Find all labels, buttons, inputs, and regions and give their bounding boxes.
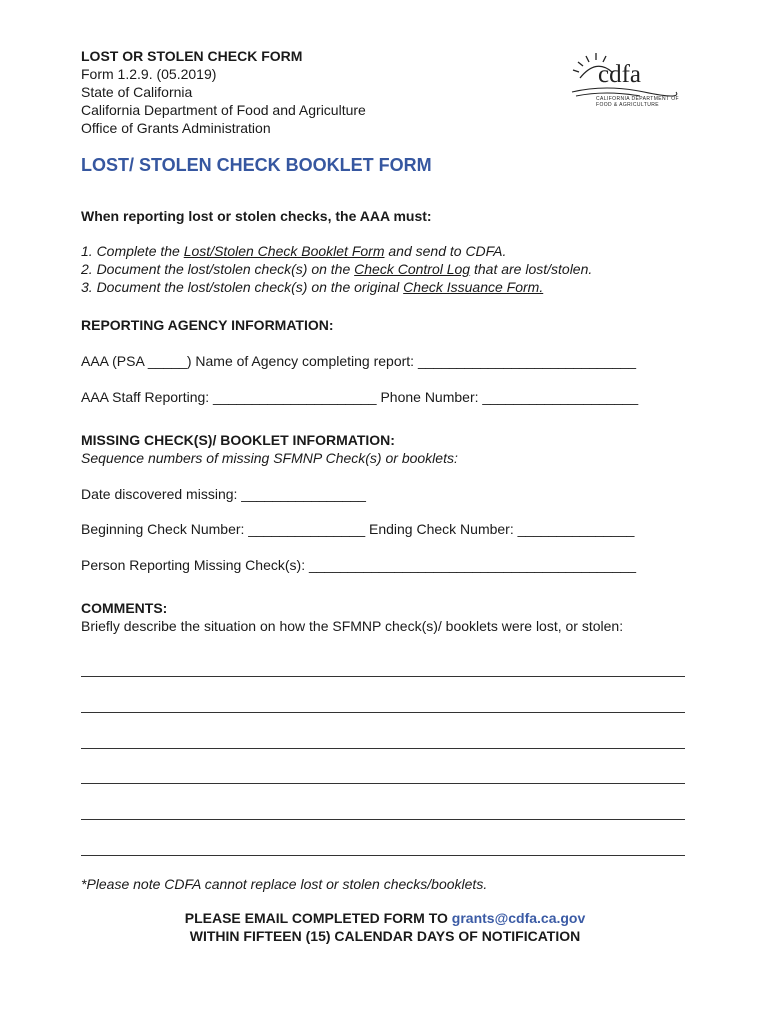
- replacement-note: *Please note CDFA cannot replace lost or stolen checks/booklets.: [81, 876, 488, 892]
- comment-line[interactable]: [81, 819, 685, 820]
- comment-line[interactable]: [81, 712, 685, 713]
- check-numbers-field[interactable]: Beginning Check Number: _______________ Ending Check Number: _______________: [81, 521, 635, 537]
- logo-wordmark: cdfa: [598, 61, 642, 88]
- state-name: State of California: [81, 84, 193, 100]
- deadline-instruction: WITHIN FIFTEEN (15) CALENDAR DAYS OF NOTIFICATION: [189, 928, 581, 944]
- office-name: Office of Grants Administration: [81, 120, 271, 136]
- comment-line[interactable]: [81, 783, 685, 784]
- staff-phone-field[interactable]: AAA Staff Reporting: _____________________ Phone Number: ____________________: [81, 389, 639, 405]
- email-instruction: [0, 910, 770, 926]
- sun-rays-icon: [566, 48, 682, 114]
- page-title: LOST/ STOLEN CHECK BOOKLET FORM: [81, 155, 432, 175]
- form-number: Form 1.2.9. (05.2019): [81, 66, 217, 82]
- department-name: California Department of Food and Agriculture: [81, 102, 366, 118]
- email-instruction-text: PLEASE EMAIL COMPLETED FORM TO: [184, 910, 452, 926]
- person-reporting-field[interactable]: Person Reporting Missing Check(s): __________________________________________: [81, 557, 636, 573]
- form-name: LOST OR STOLEN CHECK FORM: [81, 48, 303, 64]
- step-3-text: 3. Document the lost/stolen check(s) on the original: [81, 279, 404, 295]
- comment-line[interactable]: [81, 855, 685, 856]
- form-header: [81, 47, 366, 137]
- comment-line[interactable]: [81, 676, 685, 677]
- step-1-text: 1. Complete the: [81, 243, 184, 259]
- comment-line[interactable]: [81, 748, 685, 749]
- check-issuance-form-link[interactable]: Check Issuance Form.: [403, 279, 544, 295]
- reporting-agency-heading: REPORTING AGENCY INFORMATION:: [81, 317, 334, 333]
- step-1-text-end: and send to CDFA.: [384, 243, 507, 259]
- instructions-intro: When reporting lost or stolen checks, the AAA must:: [81, 208, 432, 224]
- step-2-text: 2. Document the lost/stolen check(s) on the: [81, 261, 355, 277]
- instruction-step-2: [81, 260, 592, 278]
- logo-subline-1: CALIFORNIA DEPARTMENT OF: [596, 96, 679, 102]
- agency-name-field[interactable]: AAA (PSA _____) Name of Agency completing report: ____________________________: [81, 353, 636, 369]
- instruction-step-3: [81, 278, 543, 296]
- check-control-log-link[interactable]: Check Control Log: [354, 261, 471, 277]
- cdfa-logo: [566, 48, 682, 114]
- step-2-text-end: that are lost/stolen.: [470, 261, 593, 277]
- missing-checks-subheading: Sequence numbers of missing SFMNP Check(s) or booklets:: [81, 450, 458, 466]
- logo-subline-2: FOOD & AGRICULTURE: [596, 102, 659, 108]
- comments-prompt: Briefly describe the situation on how the SFMNP check(s)/ booklets were lost, or stolen:: [81, 618, 624, 634]
- email-link[interactable]: grants@cdfa.ca.gov: [451, 910, 586, 926]
- comments-heading: COMMENTS:: [81, 600, 168, 616]
- booklet-form-link[interactable]: Lost/Stolen Check Booklet Form: [183, 243, 385, 259]
- instruction-step-1: [81, 242, 506, 260]
- date-discovered-field[interactable]: Date discovered missing: ________________: [81, 486, 366, 502]
- missing-checks-heading: MISSING CHECK(S)/ BOOKLET INFORMATION:: [81, 432, 395, 448]
